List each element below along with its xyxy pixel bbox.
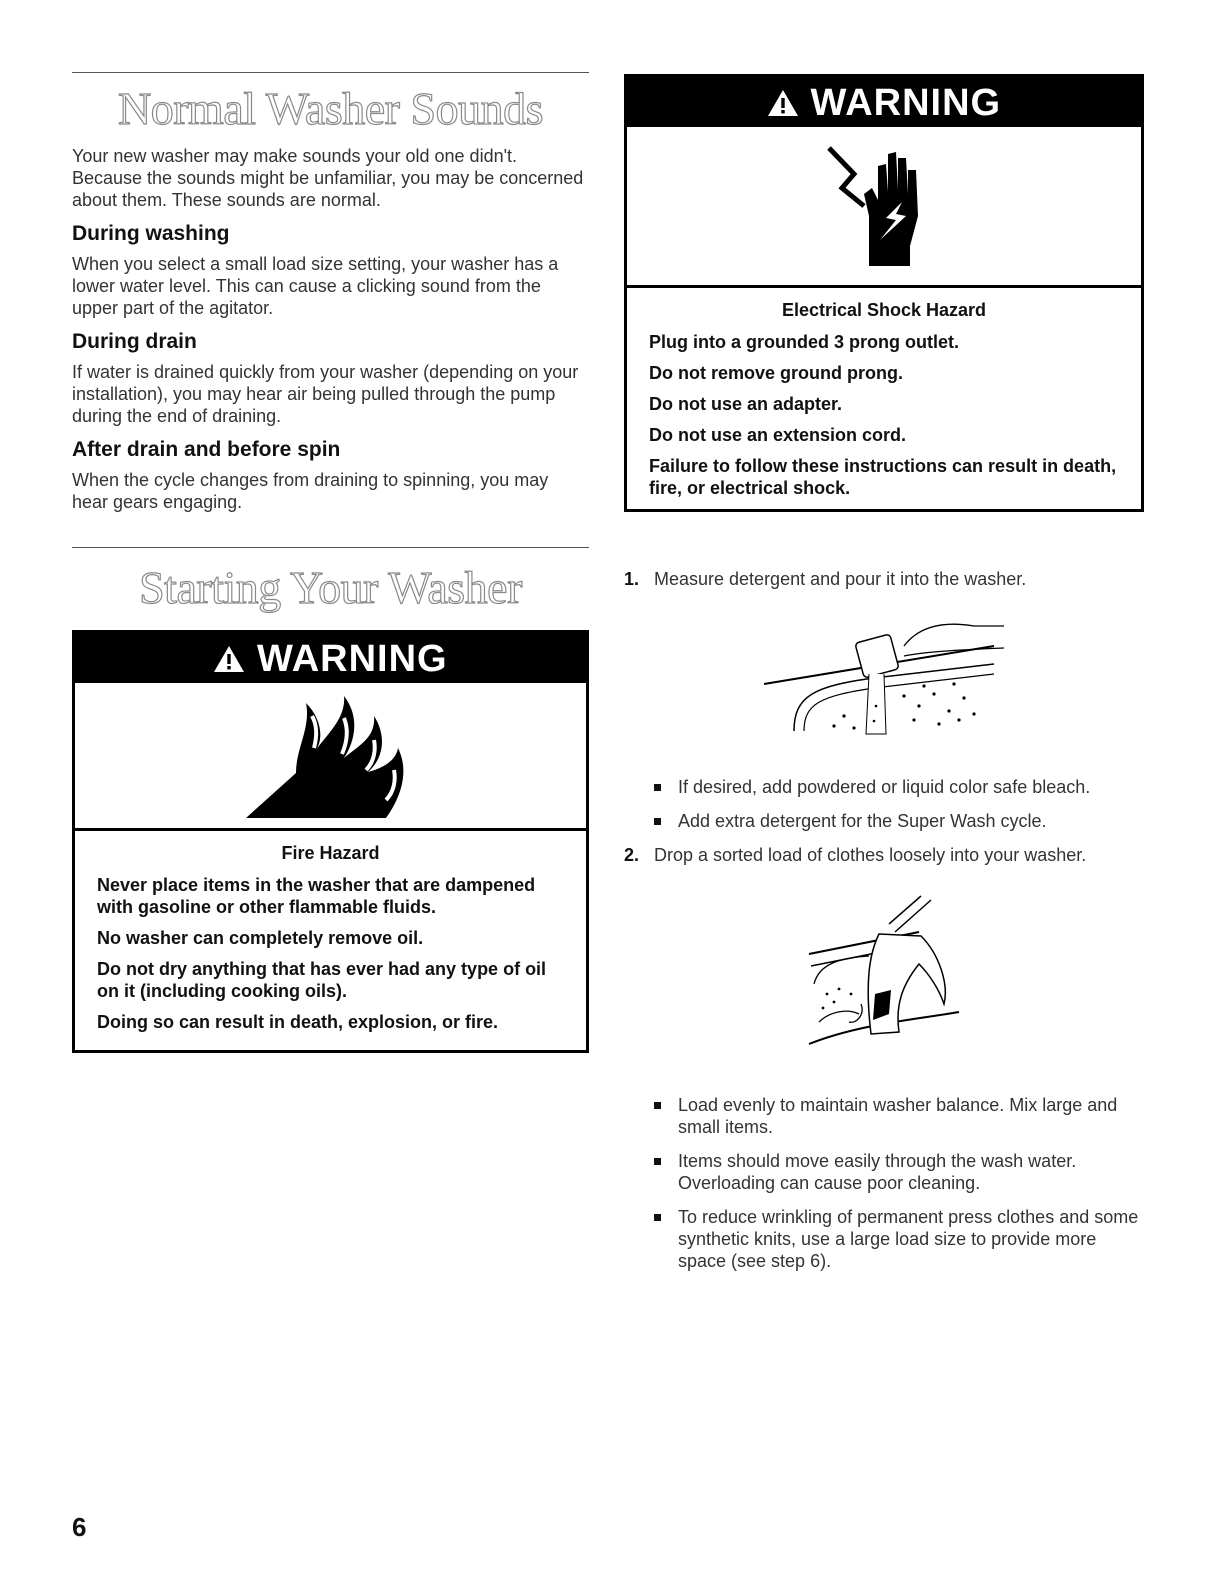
- fire-warning-line: Never place items in the washer that are dampened with gasoline or other flammable fluids.: [97, 875, 536, 917]
- bullet-text: Add extra detergent for the Super Wash cycle.: [678, 811, 1047, 831]
- warning-triangle-icon: [767, 82, 811, 124]
- warning-header: [75, 633, 586, 683]
- subheading-after-drain: After drain and before spin: [72, 438, 341, 461]
- paragraph-during-drain: If water is drained quickly from your washer (depending on your installation), you may hear air being pulled through the pump during the end of draining.: [72, 362, 579, 426]
- list-item: [654, 1094, 1144, 1138]
- left-column: [72, 72, 589, 1053]
- bullet-text: If desired, add powdered or liquid color safe bleach.: [678, 777, 1091, 797]
- bullet-square-icon: [654, 810, 678, 832]
- shock-warning-line: Plug into a grounded 3 prong outlet.: [649, 332, 959, 352]
- fire-warning-line: Doing so can result in death, explosion, or fire.: [97, 1012, 499, 1032]
- step-number: 2.: [624, 845, 640, 865]
- step-2: [624, 844, 1144, 866]
- fire-hazard-pictogram: [75, 683, 586, 831]
- bullet-text: Items should move easily through the wash water. Overloading can cause poor cleaning.: [678, 1151, 1077, 1193]
- step-1-bullets: [624, 776, 1144, 832]
- section-rule: [72, 547, 589, 548]
- subheading-during-drain: During drain: [72, 330, 197, 353]
- loading-clothes-illustration: [799, 894, 969, 1054]
- bullet-square-icon: [654, 1206, 678, 1272]
- shock-warning-line: Do not use an adapter.: [649, 394, 843, 414]
- list-item: [654, 776, 1144, 798]
- fire-hazard-title: Fire Hazard: [281, 843, 380, 863]
- bullet-text: To reduce wrinkling of permanent press clothes and some synthetic knits, use a large load size to provide more space (see step 6).: [678, 1207, 1139, 1271]
- paragraph-after-drain: When the cycle changes from draining to spinning, you may hear gears engaging.: [72, 470, 549, 512]
- step-1: [624, 568, 1144, 590]
- shock-warning-line: Do not remove ground prong.: [649, 363, 903, 383]
- warning-triangle-icon: [213, 638, 257, 680]
- electrical-shock-hand-icon: [814, 136, 954, 276]
- detergent-illustration: [624, 616, 1144, 746]
- bullet-square-icon: [654, 1150, 678, 1194]
- section-rule: [72, 72, 589, 73]
- page-number: 6: [72, 1512, 87, 1542]
- warning-header: [627, 77, 1141, 127]
- section-title-normal-sounds: Normal Washer Sounds: [118, 83, 543, 134]
- fire-warning-text: [75, 831, 586, 1050]
- right-column: [624, 74, 1144, 1284]
- step-text: Measure detergent and pour it into the washer.: [654, 569, 1027, 589]
- fire-warning-line: No washer can completely remove oil.: [97, 928, 424, 948]
- step-number: 1.: [624, 569, 640, 589]
- pouring-detergent-illustration: [754, 616, 1014, 746]
- list-item: [654, 810, 1144, 832]
- bullet-text: Load evenly to maintain washer balance. Mix large and small items.: [678, 1095, 1118, 1137]
- shock-warning-line: Do not use an extension cord.: [649, 425, 907, 445]
- shock-hazard-title: Electrical Shock Hazard: [781, 300, 987, 320]
- step-text: Drop a sorted load of clothes loosely into your washer.: [654, 845, 1087, 865]
- paragraph-during-washing: When you select a small load size setting, your washer has a lower water level. This can cause a clicking sound from the upper part of the agitator.: [72, 254, 559, 318]
- fire-icon: [236, 688, 426, 823]
- fire-warning-line: Do not dry anything that has ever had any type of oil on it (including cooking oils).: [97, 959, 547, 1001]
- warning-label: WARNING: [810, 82, 1002, 124]
- warning-label: WARNING: [256, 638, 448, 680]
- section-title-starting: Starting Your Washer: [139, 562, 522, 613]
- subheading-during-washing: During washing: [72, 222, 230, 245]
- bullet-square-icon: [654, 1094, 678, 1138]
- load-clothes-illustration: [624, 894, 1144, 1054]
- list-item: [654, 1206, 1144, 1272]
- intro-paragraph: Your new washer may make sounds your old one didn't. Because the sounds might be unfamiliar, you may be concerned about them. These sounds are normal.: [72, 146, 584, 210]
- bullet-square-icon: [654, 776, 678, 798]
- fire-warning-box: [72, 630, 589, 1053]
- step-2-bullets: [624, 1094, 1144, 1272]
- shock-warning-text: [627, 288, 1141, 509]
- shock-warning-line: Failure to follow these instructions can result in death, fire, or electrical shock.: [649, 456, 1117, 498]
- list-item: [654, 1150, 1144, 1194]
- shock-hazard-pictogram: [627, 127, 1141, 288]
- shock-warning-box: [624, 74, 1144, 512]
